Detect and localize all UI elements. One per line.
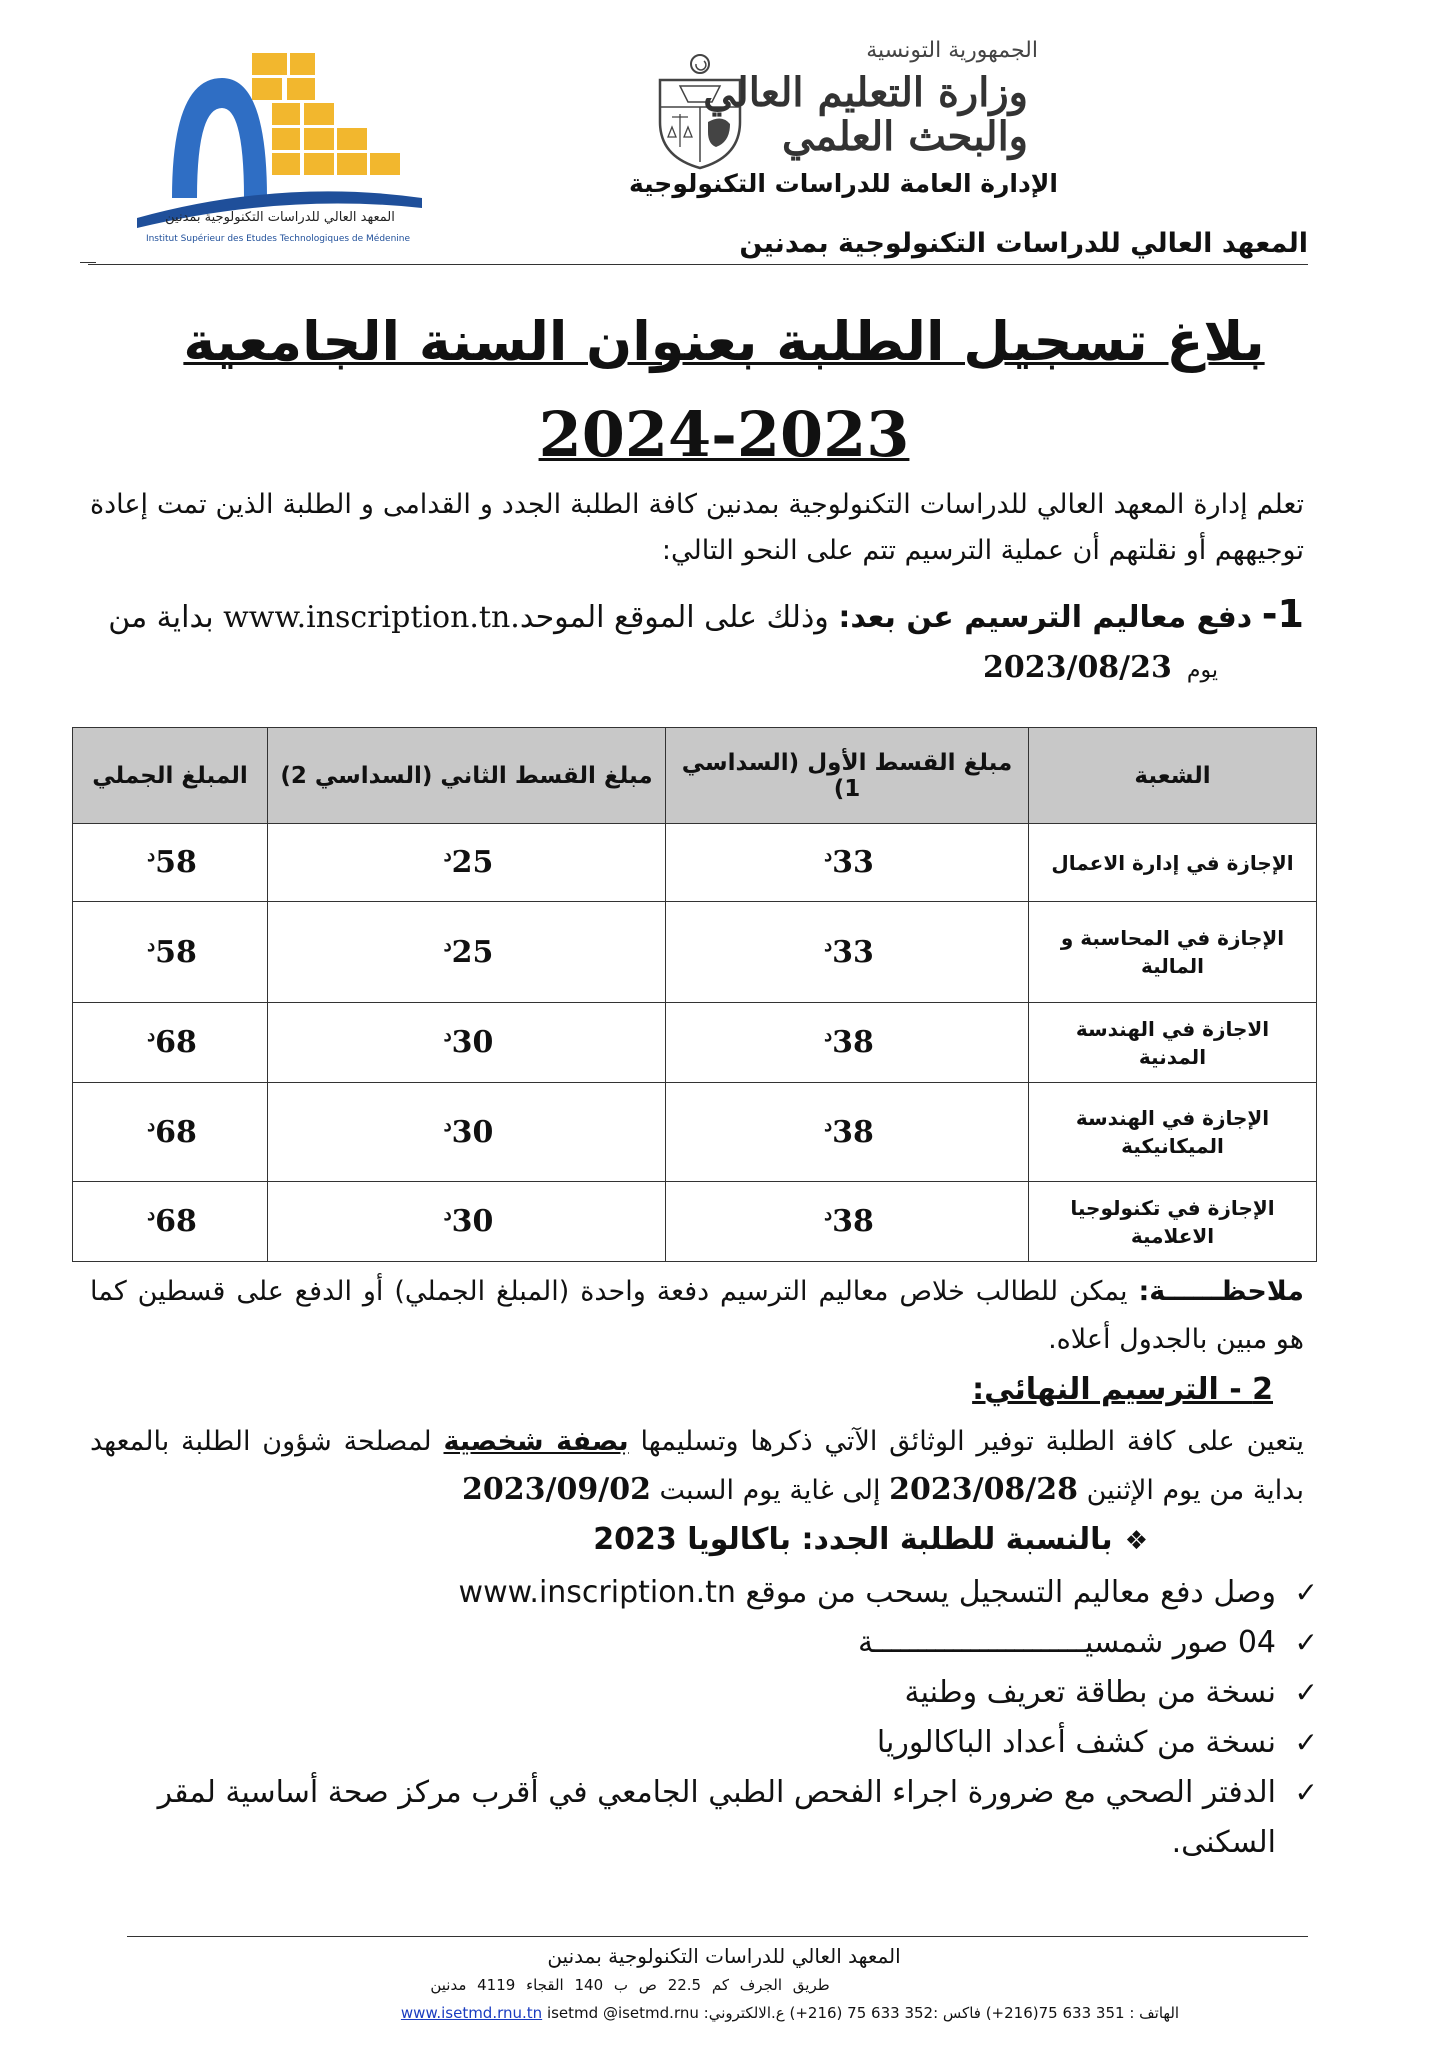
- first-installment-cell: [666, 1182, 1029, 1262]
- currency-label: د: [824, 1204, 833, 1225]
- checkmark-icon: ✓: [1294, 1626, 1318, 1659]
- header-left-dash: [80, 262, 96, 263]
- program-cell: الإجازة في المحاسبة و المالية: [1029, 902, 1317, 1003]
- header-second-installment: مبلغ القسط الثاني (السداسي 2): [268, 728, 666, 824]
- second-installment-cell: [268, 1182, 666, 1262]
- new-students-text: بالنسبة للطلبة الجدد: باكالويا 2023: [593, 1522, 1113, 1557]
- amount-value: 68: [155, 1025, 197, 1060]
- checkmark-icon: ✓: [1294, 1726, 1318, 1759]
- total-cell: [73, 1083, 268, 1182]
- ministry-line-2: والبحث العلمي: [781, 113, 1028, 160]
- table-row: [73, 1182, 1317, 1262]
- currency-label: د: [147, 1114, 156, 1136]
- step2-date-from: 2023/08/28: [889, 1472, 1079, 1507]
- table-row: [73, 902, 1317, 1003]
- step1-label: دفع معاليم الترسيم عن بعد:: [838, 600, 1253, 635]
- note-text: يمكن للطالب خلاص معاليم الترسيم دفعة واحدة (المبلغ الجملي) أو الدفع على قسطين كما هو مبين بالجدول أعلاه.: [90, 1276, 1304, 1355]
- table-row: [73, 824, 1317, 902]
- amount-value: 38: [832, 1025, 874, 1060]
- footer-divider: [127, 1936, 1308, 1937]
- currency-label: د: [443, 1114, 452, 1136]
- amount-value: 30: [451, 1025, 494, 1060]
- footer-email: isetmd @isetmd.rnu: [546, 2004, 699, 2022]
- checkmark-icon: ✓: [1294, 1676, 1318, 1709]
- note-paragraph: [90, 1268, 1304, 1364]
- step1-number: 1-: [1261, 592, 1304, 636]
- amount-value: 58: [155, 845, 197, 880]
- currency-label: د: [147, 845, 156, 866]
- program-cell: الإجازة في إدارة الاعمال: [1029, 824, 1317, 902]
- step2-text-a: يتعين على كافة الطلبة توفير الوثائق الآتي ذكرها وتسليمها: [640, 1426, 1304, 1457]
- list-item: [110, 1668, 1318, 1718]
- total-cell: [73, 1182, 268, 1262]
- second-installment-cell: [268, 1083, 666, 1182]
- title-text: بلاغ تسجيل الطلبة بعنوان السنة الجامعية: [183, 310, 1265, 373]
- step1-paragraph: [90, 592, 1304, 640]
- amount-value: 33: [832, 934, 874, 970]
- amount-value: 58: [155, 934, 197, 970]
- currency-label: د: [443, 1204, 452, 1225]
- checkmark-icon: ✓: [1294, 1576, 1318, 1609]
- total-cell: [73, 902, 268, 1003]
- checkmark-icon: ✓: [1294, 1776, 1318, 1809]
- currency-label: د: [824, 1025, 833, 1046]
- amount-value: 68: [155, 1114, 197, 1150]
- academic-year-text: 2024-2023: [538, 398, 910, 471]
- currency-label: د: [147, 1025, 156, 1046]
- page-title: [0, 310, 1448, 373]
- list-item: [110, 1618, 1318, 1668]
- footer-institute-name: المعهد العالي للدراسات التكنولوجية بمدنين: [547, 1944, 901, 1968]
- list-item: [110, 1718, 1318, 1768]
- academic-year: [0, 398, 1448, 471]
- currency-label: د: [443, 934, 452, 956]
- document-text: 04 صور شمسيــــــــــــــــــــــــة: [857, 1625, 1276, 1660]
- step1-date-line: [983, 650, 1218, 685]
- footer-address: طريق الجرف كم 22.5 ص ب 140 القجاء 4119 مدنين: [430, 1976, 830, 1994]
- header-divider: [88, 264, 1308, 265]
- second-installment-cell: [268, 1003, 666, 1083]
- step1-text: وذلك على الموقع الموحد: [519, 600, 829, 635]
- table-row: [73, 1003, 1317, 1083]
- step1-day-label: يوم: [1186, 658, 1218, 683]
- ministry-line-1: وزارة التعليم العالي: [703, 69, 1028, 116]
- step2-text-c: إلى غاية يوم السبت: [659, 1475, 881, 1506]
- header-first-installment: مبلغ القسط الأول (السداسي 1): [666, 728, 1029, 824]
- program-cell: الإجازة في تكنولوجيا الاعلامية: [1029, 1182, 1317, 1262]
- document-text: الدفتر الصحي مع ضرورة اجراء الفحص الطبي الجامعي في أقرب مركز صحة أساسية لمقر السكنى.: [157, 1775, 1276, 1860]
- currency-label: د: [443, 1025, 452, 1046]
- footer-website-link[interactable]: www.isetmd.rnu.tn: [400, 2004, 543, 2022]
- program-cell: الاجازة في الهندسة المدنية: [1029, 1003, 1317, 1083]
- step2-paragraph: [90, 1418, 1304, 1515]
- document-text: نسخة من بطاقة تعريف وطنية: [904, 1675, 1276, 1710]
- step2-in-person: بصفة شخصية: [443, 1426, 629, 1457]
- amount-value: 30: [451, 1114, 494, 1150]
- amount-value: 33: [832, 845, 874, 880]
- currency-label: د: [147, 934, 156, 956]
- currency-label: د: [147, 1204, 156, 1225]
- header-total: المبلغ الجملي: [73, 728, 268, 824]
- step1-date: 2023/08/23: [982, 650, 1172, 685]
- first-installment-cell: [666, 902, 1029, 1003]
- table-header-row: [73, 728, 1317, 824]
- second-installment-cell: [268, 824, 666, 902]
- ministry-name: [568, 71, 1028, 159]
- header-ministry-block: [568, 38, 1068, 198]
- amount-value: 38: [832, 1114, 874, 1150]
- diamond-bullet-icon: ❖: [1124, 1526, 1148, 1556]
- step2-title: 2 - الترسيم النهائي:: [972, 1372, 1273, 1407]
- amount-value: 30: [451, 1204, 494, 1239]
- first-installment-cell: [666, 1083, 1029, 1182]
- total-cell: [73, 824, 268, 902]
- note-label: ملاحظــــــة:: [1138, 1276, 1304, 1307]
- new-students-heading: [593, 1522, 1148, 1557]
- intro-paragraph: تعلم إدارة المعهد العالي للدراسات التكنولوجية بمدنين كافة الطلبة الجدد و القدامى و الطلبة الذين تمت إعادة توجيههم أو نقلتهم أن عملية الترسيم تتم على النحو التالي:: [90, 489, 1304, 566]
- amount-value: 25: [451, 845, 494, 880]
- amount-value: 38: [832, 1204, 874, 1239]
- amount-value: 25: [451, 934, 494, 970]
- currency-label: د: [824, 934, 833, 956]
- first-installment-cell: [666, 1003, 1029, 1083]
- footer-contact: [270, 2004, 1310, 2022]
- currency-label: د: [824, 1114, 833, 1136]
- program-cell: الإجازة في الهندسة الميكانيكية: [1029, 1083, 1317, 1182]
- fees-table: [72, 727, 1317, 1262]
- list-item: [110, 1768, 1318, 1868]
- list-item: [110, 1568, 1318, 1618]
- documents-list: [110, 1568, 1318, 1868]
- document-text: وصل دفع معاليم التسجيل يسحب من موقع www.inscription.tn: [458, 1575, 1276, 1610]
- institute-name: المعهد العالي للدراسات التكنولوجية بمدنين: [739, 228, 1308, 259]
- step2-text-b: لمصلحة شؤون الطلبة بالمعهد بداية من يوم الإثنين: [90, 1426, 1304, 1506]
- currency-label: د: [443, 845, 452, 866]
- first-installment-cell: [666, 824, 1029, 902]
- republic-name: الجمهورية التونسية: [866, 38, 1038, 63]
- general-direction: الإدارة العامة للدراسات التكنولوجية: [628, 169, 1058, 198]
- footer-phone-fax: الهاتف : 351 633 75(216+) فاكس :352 633 75 (216+) ع.الالكتروني:: [703, 2004, 1180, 2022]
- amount-value: 68: [155, 1204, 197, 1239]
- table-row: [73, 1083, 1317, 1182]
- logo-caption-arabic: المعهد العالي للدراسات التكنولوجية بمدنين: [165, 210, 395, 225]
- currency-label: د: [824, 845, 833, 866]
- document-text: نسخة من كشف أعداد الباكالوريا: [876, 1725, 1276, 1760]
- step1-website: www.inscription.tn.: [223, 600, 520, 635]
- step2-date-to: 2023/09/02: [462, 1472, 651, 1507]
- logo-caption-french: Institut Supérieur des Etudes Technologiques de Médenine: [145, 234, 411, 244]
- header-program: الشعبة: [1029, 728, 1317, 824]
- second-installment-cell: [268, 902, 666, 1003]
- step1-from: بداية من: [108, 600, 214, 635]
- total-cell: [73, 1003, 268, 1083]
